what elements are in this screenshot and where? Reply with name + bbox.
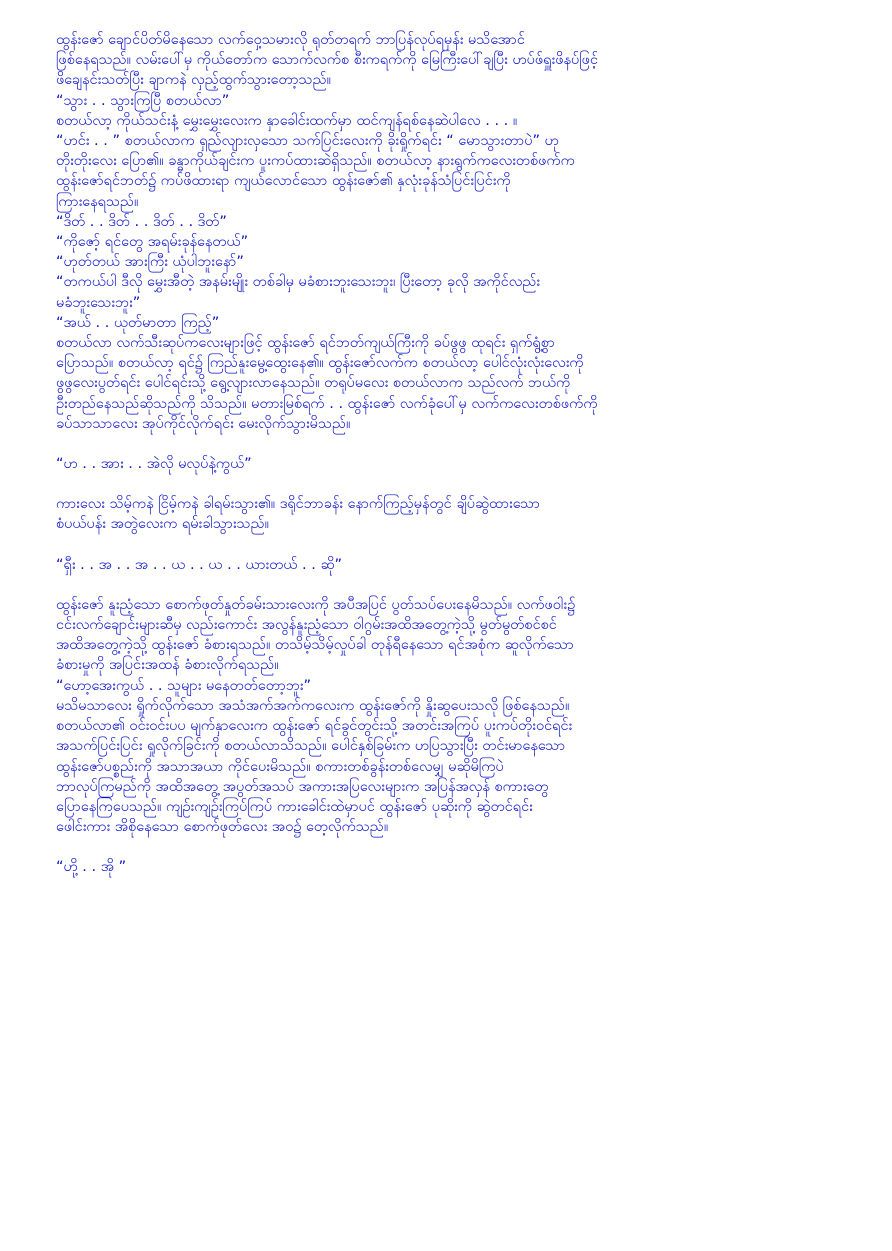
- story-page: [56, 30, 846, 878]
- paragraph: စတယ်လာ့ ကိုယ်သင်းနံ့ မွှေးမွှေးလေးက နှာခေါင်းထက်မှာ ထင်ကျန်ရစ်နေဆဲပါလေ . . . ။: [56, 112, 518, 129]
- paragraph: ထွန်းဇော် ချောင်ပိတ်မိနေသော လက်ဝှေ့သမားလို ရုတ်တရက် ဘာပြန်လုပ်ရမှန်း မသိအောင် ဖြစ်နေရသည်။ လမ်းပေါ်မှ ကိုယ်တော်က သောက်လက်စ စီးကရက်ကို မြေကြီးပေါ်ချပြီး ဟပ်ဖ်ရှူးဖိနပ်ဖြင့် ဖိချေနင်းသတ်ပြီး ချာကနဲ လှည့်ထွက်သွားတော့သည်။: [56, 32, 599, 89]
- dialogue-line: “သွား . . သွားကြပြီ စတယ်လာ”: [56, 92, 230, 109]
- dialogue-line: “တကယ်ပါ ဒီလို မွှေးအီတဲ့ အနမ်းမျိုး တစ်ခါမှ မခံစားဘူးသေးဘူး၊ ပြီးတော့ ခုလို အကိုင်လည်း မခံဘူးသေးဘူး”: [56, 274, 541, 311]
- paragraph-gap: [56, 837, 846, 857]
- dialogue-line: “ဟော့အေးကွယ် . . သူများ မနေတတ်တော့ဘူး”: [56, 677, 311, 694]
- dialogue-line: “ဟုတ်တယ် အားကြီး ယုံပါဘူးနော်”: [56, 254, 244, 271]
- paragraph-gap: [56, 434, 846, 454]
- paragraph-gap: [56, 474, 846, 494]
- dialogue-line: “ရှီး . . အ . . အ . . ယ . . ယ . . ယားတယ် . . ဆို”: [56, 556, 343, 573]
- paragraph: ကားလေး သိမ့်ကနဲ ငြိမ့်ကနဲ ခါရမ်းသွား၏။ ဒရိုင်ဘာခန်း နောက်ကြည့်မှန်တွင် ချိပ်ဆွဲထားသော စံပယ်ပန်း အတွဲလေးက ရမ်းခါသွားသည်။: [56, 496, 541, 533]
- dialogue-line: “အယ် . . ယုတ်မာတာ ကြည့်”: [56, 314, 220, 331]
- paragraph-gap: [56, 535, 846, 555]
- dialogue-line: “ဟို့ . . အို ”: [56, 859, 127, 876]
- paragraph: “ဟင်း . . ” စတယ်လာက ရှည်လျားလှသော သက်ပြင်းလေးကို ခိုးရှိုက်ရင်း “ မောသွားတာပဲ” ဟု တိုးတိုးလေး ပြော၏။ ခန္ဓာကိုယ်ချင်းက ပူးကပ်ထားဆဲရှိသည်။ စတယ်လာ့ နားရွက်ကလေးတစ်ဖက်က ထွန်းဇော်ရင်ဘတ်၌ ကပ်ဖိထားရာ ကျယ်လောင်သော ထွန်းဇော်၏ နှလုံးခုန်သံပြင်းပြင်းကို ကြားနေရသည်။: [56, 133, 575, 210]
- dialogue-line: “ကိုဇော့် ရင်တွေ အရမ်းခုန်နေတယ်”: [56, 234, 249, 251]
- paragraph: စတယ်လာ လက်သီးဆုပ်ကလေးများဖြင့် ထွန်းဇော် ရင်ဘတ်ကျယ်ကြီးကို ခပ်ဖွဖွ ထုရင်း ရှက်ရွံ့စွာ ပြောသည်။ စတယ်လာ့ ရင်၌ ကြည်နူးမွေ့ထွေးနေ၏။ ထွန်းဇော်လက်က စတယ်လာ့ ပေါင်လုံးလုံးလေးကို ဖွဖွလေးပွတ်ရင်း ပေါင်ရင်းသို့ ရွေ့လျားလာနေသည်။ တရုပ်မလေး စတယ်လာက သည်လက် ဘယ်ကို ဦးတည်နေသည်ဆိုသည်ကို သိသည်။ မတားမြစ်ရက် . . ထွန်းဇော် လက်ခုံပေါ်မှ လက်ကလေးတစ်ဖက်ကို ခပ်သာသာလေး အုပ်ကိုင်လိုက်ရင်း မေးလိုက်သွားမိသည်။: [56, 335, 598, 432]
- paragraph: မသိမသာလေး ရှိုက်လိုက်သော အသံအက်အက်ကလေးက ထွန်းဇော်ကို နှိုးဆွပေးသလို ဖြစ်နေသည်။ စတယ်လာ၏ ဝင်းဝင်းပပ မျက်နှာလေးက ထွန်းဇော် ရင်ခွင်တွင်းသို့ အတင်းအကြပ် ပူးကပ်တိုးဝင်ရင်း အသက်ပြင်းပြင်း ရှုလိုက်ခြင်းကို စတယ်လာသိသည်။ ပေါင်နှစ်ခြမ်းက ဟပြသွားပြီး တင်းမာနေသော ထွန်းဇော်ပစ္စည်းကို အသာအယာ ကိုင်ပေးမိသည်။ စကားတစ်ခွန်းတစ်လေမျှ မဆိုမိကြပဲ ဘာလုပ်ကြမည်ကို အထိအတွေ့ အပွတ်အသပ် အကားအပြလေးများက အပြန်အလှန် စကားတွေ ပြောနေကြပေသည်။ ကျဉ်းကျဉ်းကြပ်ကြပ် ကားခေါင်းထဲမှာပင် ထွန်းဇော် ပုဆိုးကို ဆွဲတင်ရင်း ဖေါင်းကား အိစိုနေသော စောက်ဖုတ်လေး အဝ၌ တေ့လိုက်သည်။: [56, 697, 573, 836]
- dialogue-line: “ဟ . . အား . . အဲလို မလုပ်နဲ့ကွယ်”: [56, 456, 252, 473]
- paragraph: ထွန်းဇော် နူးညံ့သော စောက်ဖုတ်နှုတ်ခမ်းသားလေးကို အပီအပြင် ပွတ်သပ်ပေးနေမိသည်။ လက်ဖဝါး၌ ငင်းလက်ချောင်းများဆီမှ လည်းကောင်း အလွန်နူးညံ့သော ဝါဂွမ်းအထိအတွေ့ကဲ့သို့ မွတ်မွတ်စင်စင် အထိအတွေ့ကဲ့သို့ ထွန်းဇော် ခံစားရသည်။ တသိမ့်သိမ့်လှုပ်ခါ တုန်ရီနေသော ရင်အစုံက ဆူလိုက်သော ခံစားမှုကို အပြင်းအထန် ခံစားလိုက်ရသည်။: [56, 596, 576, 674]
- paragraph-gap: [56, 575, 846, 595]
- dialogue-line: “ဒိတ် . . ဒိတ် . . ဒိတ် . . ဒိတ်”: [56, 213, 227, 230]
